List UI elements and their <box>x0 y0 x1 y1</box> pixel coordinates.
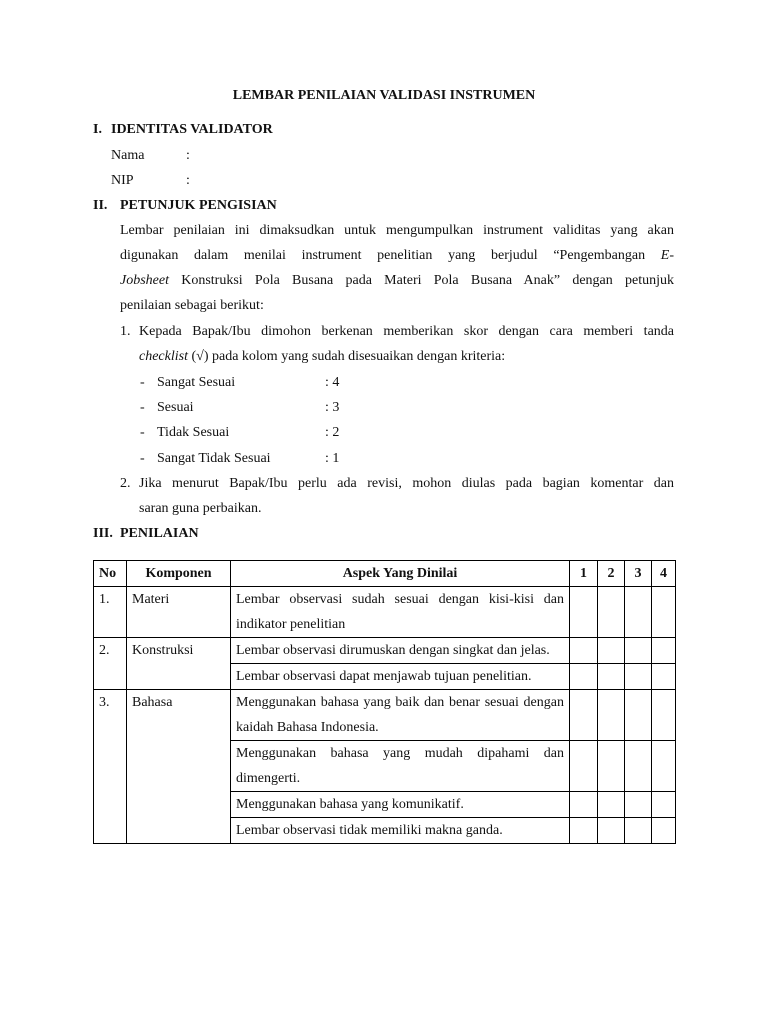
score-cell[interactable] <box>598 664 625 690</box>
header-score-2: 2 <box>598 561 625 587</box>
field-label-nip: NIP <box>111 173 134 188</box>
field-sep-nama: : <box>186 148 190 163</box>
cell-aspek: Lembar observasi dirumuskan dengan singkat dan jelas. <box>231 638 570 664</box>
cell-aspek: Lembar observasi tidak memiliki makna ganda. <box>231 818 570 844</box>
score-cell[interactable] <box>570 818 598 844</box>
criteria-score: : 4 <box>325 375 340 390</box>
score-cell[interactable] <box>598 741 625 792</box>
section-3-heading: PENILAIAN <box>120 526 199 541</box>
criteria-label: Sangat Tidak Sesuai <box>157 451 271 466</box>
score-cell[interactable] <box>598 638 625 664</box>
score-cell[interactable] <box>570 792 598 818</box>
cell-aspek: Menggunakan bahasa yang baik dan benar sesuai dengan kaidah Bahasa Indonesia. <box>231 690 570 741</box>
criteria-label: Sangat Sesuai <box>157 375 236 390</box>
score-cell[interactable] <box>652 792 676 818</box>
item-text: saran guna perbaikan. <box>139 501 262 516</box>
header-score-1: 1 <box>570 561 598 587</box>
cell-no: 2. <box>94 638 127 690</box>
score-cell[interactable] <box>570 638 598 664</box>
cell-aspek: Lembar observasi sudah sesuai dengan kisi-kisi dan indikator penelitian <box>231 587 570 638</box>
cell-komponen: Materi <box>127 587 231 638</box>
criteria-score: : 1 <box>325 451 340 466</box>
item-text: Jika menurut Bapak/Ibu perlu ada revisi, mohon diulas pada bagian komentar dan <box>139 476 674 491</box>
criteria-score: : 2 <box>325 425 340 440</box>
criteria-label: Sesuai <box>157 400 194 415</box>
score-cell[interactable] <box>625 664 652 690</box>
score-cell[interactable] <box>625 741 652 792</box>
header-no: No <box>94 561 127 587</box>
table-row <box>94 587 676 638</box>
cell-aspek: Menggunakan bahasa yang komunikatif. <box>231 792 570 818</box>
score-cell[interactable] <box>652 741 676 792</box>
header-aspek: Aspek Yang Dinilai <box>231 561 570 587</box>
score-cell[interactable] <box>652 664 676 690</box>
criteria-label: Tidak Sesuai <box>157 425 230 440</box>
score-cell[interactable] <box>625 638 652 664</box>
table-row <box>94 690 676 741</box>
score-cell[interactable] <box>570 741 598 792</box>
score-cell[interactable] <box>570 587 598 638</box>
section-3-number: III. <box>93 526 113 541</box>
score-cell[interactable] <box>652 587 676 638</box>
item-text: Kepada Bapak/Ibu dimohon berkenan memberikan skor dengan cara memberi tanda <box>139 324 674 339</box>
cell-aspek: Menggunakan bahasa yang mudah dipahami dan dimengerti. <box>231 741 570 792</box>
section-2-number: II. <box>93 198 108 213</box>
table-row <box>94 638 676 664</box>
section-2-heading: PETUNJUK PENGISIAN <box>120 198 277 213</box>
intro-line: Lembar penilaian ini dimaksudkan untuk mengumpulkan instrument validitas yang akan <box>120 223 674 238</box>
document-page: LEMBAR PENILAIAN VALIDASI INSTRUMEN I. IDENTITAS VALIDATOR Nama : NIP : II. PETUNJUK PENGISIAN Lembar penilaian ini dimaksudkan untuk mengumpulkan instrument validitas yang akan digunakan dalam menilai instrument penelitian yang berjudul “Pengembangan E- Jobsheet Konstruksi Pola Busana pada Materi Pola Busana Anak” dengan petunjuk penilaian sebagai berikut: 1. Kepada Bapak/Ibu dimohon berkenan memberikan skor dengan cara memberi tanda checklist (√) pada kolom yang sudah disesuaikan dengan kriteria: - Sangat Sesuai : 4 - Sesuai : 3 - Tidak Sesuai : 2 - Sangat Tidak Sesuai : 1 2. Jika menurut Bapak/Ibu perlu ada revisi, mohon diulas pada bagian komentar dan saran guna perbaikan. III. PENILAIAN No Komponen Aspek Yang Dinilai 1 2 3 4 1. Materi Lembar observasi sudah sesuai dengan kisi-kisi dan indikator penelitian 2. Konstruksi Lembar observasi dirumuskan dengan singkat dan jelas. Lembar observasi dapat menjawab tujuan penelitian. 3. Bahasa Menggunakan bahasa yang baik dan benar sesuai dengan kaidah Bahasa Indonesia. Menggunakan bahasa yang mudah dipahami dan dimengerti. Menggunakan bahasa yang komunikatif. Lembar observasi tidak memiliki makna ganda. <box>0 0 768 1024</box>
score-cell[interactable] <box>598 587 625 638</box>
score-cell[interactable] <box>598 818 625 844</box>
cell-no: 3. <box>94 690 127 844</box>
score-cell[interactable] <box>652 690 676 741</box>
score-cell[interactable] <box>598 792 625 818</box>
intro-italic: E- <box>660 248 674 263</box>
instruction-item-1 <box>120 319 674 369</box>
intro-line: penilaian sebagai berikut: <box>120 298 264 313</box>
score-cell[interactable] <box>625 587 652 638</box>
instructions-paragraph <box>120 218 674 318</box>
score-cell[interactable] <box>625 792 652 818</box>
score-cell[interactable] <box>570 690 598 741</box>
score-cell[interactable] <box>570 664 598 690</box>
field-label-nama: Nama <box>111 148 145 163</box>
score-cell[interactable] <box>598 690 625 741</box>
item-text: checklist (√) pada kolom yang sudah disesuaikan dengan kriteria: <box>139 349 506 364</box>
intro-italic: Jobsheet <box>120 273 169 288</box>
section-1-heading: IDENTITAS VALIDATOR <box>111 122 273 137</box>
item-number: 2. <box>120 476 131 491</box>
instruction-item-2 <box>120 471 674 521</box>
criteria-score: : 3 <box>325 400 340 415</box>
cell-komponen: Konstruksi <box>127 638 231 690</box>
header-score-4: 4 <box>652 561 676 587</box>
score-cell[interactable] <box>625 690 652 741</box>
header-score-3: 3 <box>625 561 652 587</box>
section-1-number: I. <box>93 122 102 137</box>
item-number: 1. <box>120 324 131 339</box>
cell-no: 1. <box>94 587 127 638</box>
assessment-table <box>93 560 676 844</box>
intro-line: digunakan dalam menilai instrument penelitian yang berjudul “Pengembangan E- <box>120 248 674 263</box>
header-komponen: Komponen <box>127 561 231 587</box>
cell-aspek: Lembar observasi dapat menjawab tujuan penelitian. <box>231 664 570 690</box>
score-cell[interactable] <box>652 638 676 664</box>
intro-line: Jobsheet Konstruksi Pola Busana pada Materi Pola Busana Anak” dengan petunjuk <box>120 273 675 288</box>
table-header-row <box>94 561 676 587</box>
score-cell[interactable] <box>652 818 676 844</box>
cell-komponen: Bahasa <box>127 690 231 844</box>
field-sep-nip: : <box>186 173 190 188</box>
document-title: LEMBAR PENILAIAN VALIDASI INSTRUMEN <box>232 88 536 103</box>
score-cell[interactable] <box>625 818 652 844</box>
